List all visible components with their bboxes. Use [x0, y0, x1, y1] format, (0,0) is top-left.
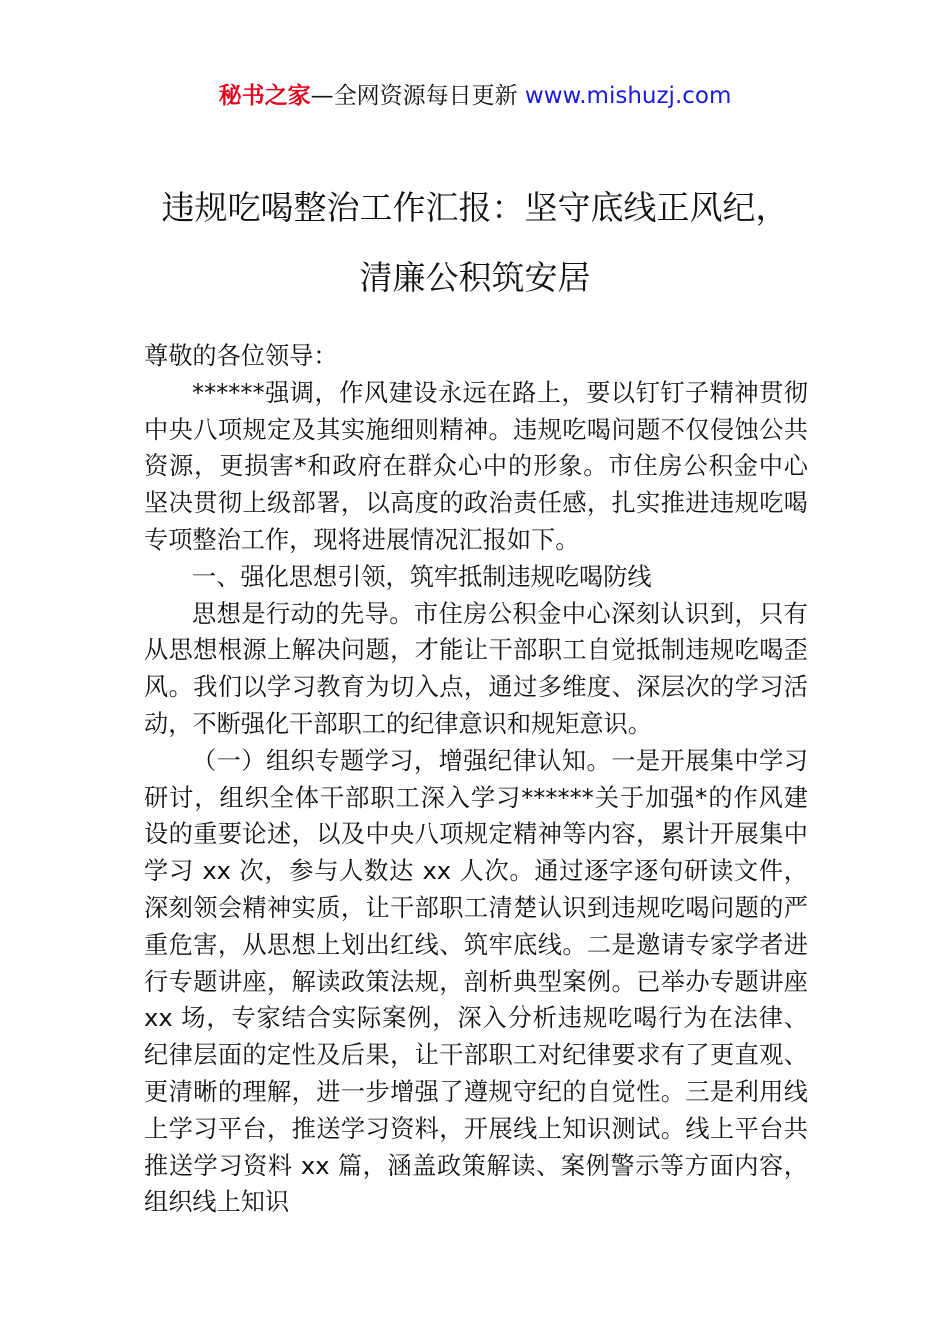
body-paragraph: ******强调，作风建设永远在路上，要以钉钉子精神贯彻中央八项规定及其实施细则精神。违规吃喝问题不仅侵蚀公共资源，更损害*和政府在群众心中的形象。市住房公积金中心坚决贯彻上级部署，以高度的政治责任感，扎实推进违规吃喝专项整治工作，现将进展情况汇报如下。 [144, 378, 808, 554]
salutation: 尊敬的各位领导： [144, 342, 338, 370]
site-header [0, 80, 950, 112]
site-tagline: —全网资源每日更新 [310, 83, 525, 109]
section-heading: 一、强化思想引领，筑牢抵制违规吃喝防线 [192, 562, 652, 591]
site-brand: 秘书之家 [218, 83, 311, 109]
body-paragraph: 思想是行动的先导。市住房公积金中心深刻认识到，只有从思想根源上解决问题，才能让干部职工自觉抵制违规吃喝歪风。我们以学习教育为切入点，通过多维度、深层次的学习活动，不断强化干部职工的纪律意识和规矩意识。 [144, 599, 808, 738]
site-url-link[interactable]: www.mishuzj.com [524, 83, 732, 109]
document-title-line-2: 清廉公积筑安居 [359, 258, 591, 297]
document-body [144, 338, 808, 1221]
document-title-line-1: 违规吃喝整治工作汇报：坚守底线正风纪， [161, 188, 789, 227]
body-paragraph: （一）组织专题学习，增强纪律认知。一是开展集中学习研讨，组织全体干部职工深入学习******关于加强*的作风建设的重要论述，以及中央八项规定精神等内容，累计开展集中学习 xx 次，参与人数达 xx 人次。通过逐字逐句研读文件，深刻领会精神实质，让干部职工清楚认识到违规吃喝问题的严重危害，从思想上划出红线、筑牢底线。二是邀请专家学者进行专题讲座，解读政策法规，剖析典型案例。已举办专题讲座 xx 场，专家结合实际案例，深入分析违规吃喝行为在法律、纪律层面的定性及后果，让干部职工对纪律要求有了更直观、更清晰的理解，进一步增强了遵规守纪的自觉性。三是利用线上学习平台，推送学习资料，开展线上知识测试。线上平台共推送学习资料 xx 篇，涵盖政策解读、案例警示等方面内容，组织线上知识 [144, 746, 808, 1217]
